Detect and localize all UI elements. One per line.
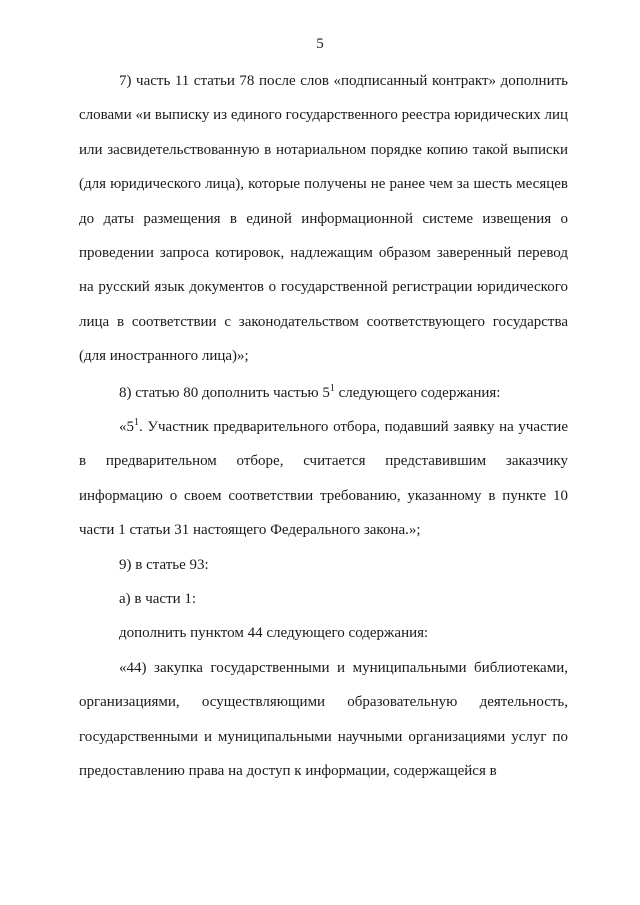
text-block-upper — [79, 64, 568, 374]
paragraph-add-point: дополнить пунктом 44 следующего содержания: — [119, 625, 429, 642]
paragraph-item-9: 9) в статье 93: — [119, 556, 209, 573]
paragraph-item-8-tail: следующего содержания: — [334, 385, 501, 401]
paragraph-item-8-text: 8) статью 80 дополнить частью 5 — [119, 385, 330, 401]
paragraph-part-5-1-superscript: 1 — [134, 417, 139, 428]
text-block-item-8 — [79, 376, 568, 410]
paragraph-part-5-1-open: «5 — [119, 419, 134, 435]
paragraph-sub-a: а) в части 1: — [119, 591, 197, 608]
paragraph-item-7: 7) часть 11 статьи 78 после слов «подписанный контракт» дополнить словами «и выписку из единого государственного реестра юридических лиц или засвидетельствованную в нотариальном порядке копию такой выписки (для юридического лица), которые получены не ранее чем за шесть месяцев до даты размещения в единой информационной системе извещения о проведении запроса котировок, надлежащим образом заверенный перевод на русский язык документов о государственной регистрации юридического лица в соответствии с законодательством соответствующего государства (для иностранного лица)»; — [79, 73, 568, 365]
paragraph-part-5-1-text: . Участник предварительного отбора, подавший заявку на участие в предварительном отборе, считается представившим заказчику информацию о своем соответствии требованию, указанному в пункте 10 части 1 статьи 31 настоящего Федерального закона.»; — [79, 419, 568, 539]
paragraph-item-8 — [79, 376, 568, 410]
page-number: 5 — [316, 36, 324, 52]
paragraph-part-5-1 — [79, 410, 568, 548]
text-block-lower — [79, 410, 568, 788]
paragraph-item-8-superscript: 1 — [329, 383, 335, 394]
paragraph-point-44: «44) закупка государственными и муниципальными библиотеками, организациями, осуществляющими образовательную деятельность, государственными и муниципальными научными организациями услуг по предоставлению права на доступ к информации, содержащейся в — [79, 659, 568, 780]
